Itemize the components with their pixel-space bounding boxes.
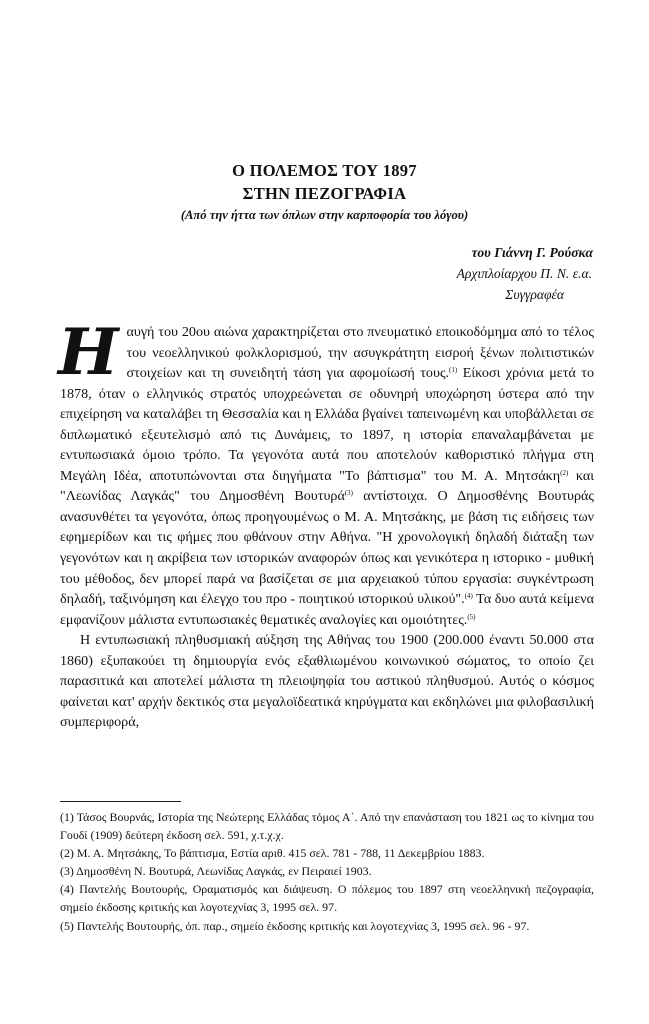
footnote-ref-5: (5) (467, 612, 476, 621)
footnote-ref-4: (4) (464, 592, 473, 601)
footnote-ref-2: (2) (560, 468, 569, 477)
title-line-2: ΣΤΗΝ ΠΕΖΟΓΡΑΦΙΑ (242, 184, 407, 203)
footnotes (60, 808, 594, 935)
footnote-5: (5) Παντελής Βουτουρής, όπ. παρ., σημείο έκδοσης κριτικής και λογοτεχνίας 3, 1995 σελ. 96 - 97. (60, 918, 530, 933)
footnote-ref-1: (1) (449, 366, 458, 375)
title-line-1: Ο ΠΟΛΕΜΟΣ ΤΟΥ 1897 (232, 161, 417, 180)
paragraph-1 (58, 315, 594, 630)
footnote-2: (2) Μ. Α. Μητσάκης, Το βάπτισμα, Εστία αριθ. 415 σελ. 781 - 788, 11 Δεκεμβρίου 1883. (60, 846, 485, 861)
article-body (58, 315, 594, 733)
text-segment: αυγή του 20ου αιώνα χαρακτηρίζεται στο πνευματικό εποικοδόμημα από το τέλος του νεοελληνικού φολκλορισμού, την ασυγκράτητη εισροή ξένων πολιτιστικών στοιχείων και τη συνειδητή τάση για αφομοίωσή τους. (126, 324, 594, 382)
drop-cap: Η (58, 315, 119, 390)
text-segment: αντίστοιχα. Ο Δημοσθένης Βουτυράς ανασυνθέτει τα γεγονότα, όπως προηγουμένως ο Μ. Α. Μητσάκης, με βάση τις ειδήσεις των εφημερίδων και τις φήμες που φθάνουν στην Αθήνα. "Η χρονολογική δηλαδή διάταξη των γεγονότων και η ακρίβεια των ιστορικών αναφορών όπως και γενικότερα η ιστορικο - μυθική του μέθοδος, δεν μπορεί παρά να βασίζεται σε μια αρχειακού τύπου εργασία: συγκέντρωση δηλαδή, ταξινόμηση και έλεγχο του προ - ποιητικού ιστορικού υλικού". (60, 488, 594, 608)
footnote-1: (1) Τάσος Βουρνάς, Ιστορία της Νεώτερης Ελλάδας τόμος Α΄. Από την επανάσταση του 1821 ως το κίνημα του Γουδί (1909) δεύτερη έκδοση σελ. 591, χ.τ.χ.χ. (60, 810, 594, 843)
text-segment: και "Λεωνίδας Λαγκάς" του Δημοσθένη Βουτυρά (60, 467, 594, 505)
subtitle: (Από την ήττα των όπλων στην καρποφορία του λόγου) (180, 208, 469, 222)
footnote-divider (60, 801, 181, 802)
footnote-4: (4) Παντελής Βουτουρής, Οραματισμός και διάψευση. Ο πόλεμος του 1897 στη νεοελληνική πεζογραφία, σημείο έκδοσης κριτικής και λογοτεχνίας 3, 1995 σελ. 97. (60, 882, 594, 915)
author-rank: Αρχιπλοίαρχου Π. Ν. ε.α. (456, 266, 592, 281)
footnote-3: (3) Δημοσθένη Ν. Βουτυρά, Λεωνίδας Λαγκάς, εν Πειραιεί 1903. (60, 864, 372, 879)
paragraph-2: Η εντυπωσιακή πληθυσμιακή αύξηση της Αθήνας του 1900 (200.000 έναντι 50.000 στα 1860) εξυπακούει τη δημιουργία ενός εξαθλιωμένου κοινωνικού σώματος, το οποίο ζει παρασιτικά και αποτελεί μάλιστα τη πλειοψηφία του αστικού πληθυσμού. Αυτός ο κόσμος φαίνεται κατ' αρχήν δεκτικός στα μεγαλοϊδεατικά κηρύγματα και εκδηλώνει μια φιλοβασιλική συμπεριφορά, (60, 632, 594, 731)
footnote-ref-3: (3) (344, 489, 354, 498)
text-segment: Τα δυο αυτά κείμενα εμφανίζουν μάλιστα εντυπωσιακές θεματικές αναλογίες και ομοιότητες. (60, 591, 594, 628)
text-segment: Είκοσι χρόνια μετά το 1878, όταν ο ελληνικός στρατός υποχρεώνεται σε οδυνηρή υποχώρηση ύστερα από την επιχείρηση να καταλάβει τη Θεσσαλία και η Ελλάδα βγαίνει ταπεινωμένη και υποβάλλεται σε διπλωματικό εξευτελισμό από τις Δυνάμεις, το 1897, η ιστορία επαναλαμβάνεται με εντυπωσιακά όμοιο τρόπο. Τα γεγονότα αυτά που αποτελούν καθοριστικό πλήγμα στη Μεγάλη Ιδέα, αποτυπώνονται στα διηγήματα "Το βάπτισμα" του Μ. Α. Μητσάκη (60, 365, 594, 484)
author-name: του Γιάννη Γ. Ρούσκα (471, 245, 593, 260)
author-role: Συγγραφέα (505, 287, 564, 302)
